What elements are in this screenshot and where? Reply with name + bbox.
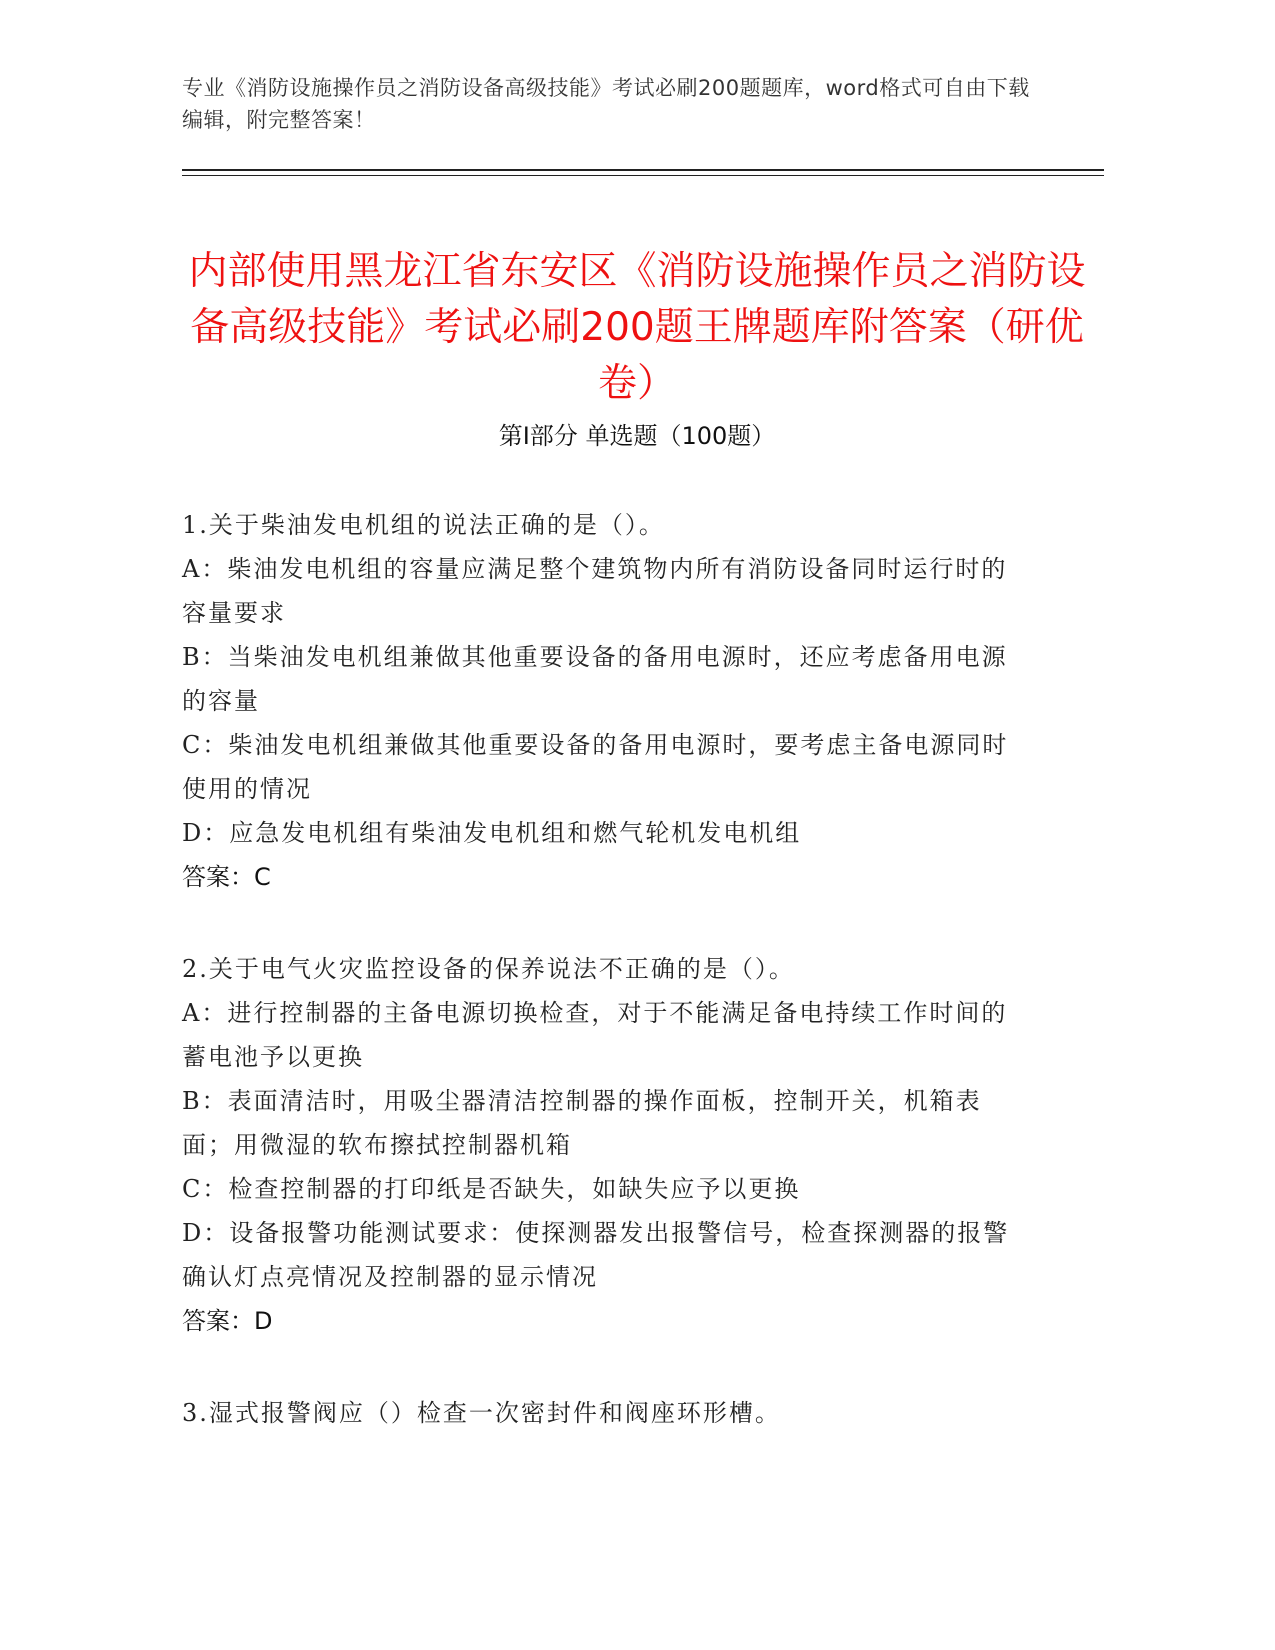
question-3 [182,1391,1032,1435]
header-divider-thin [182,175,1104,176]
document-title: 内部使用黑龙江省东安区《消防设施操作员之消防设备高级技能》考试必刷200题王牌题库附答案（研优卷） [188,249,1086,407]
answer: 答案：D [182,1307,273,1335]
question-2 [182,947,1032,1343]
question-1 [182,503,1032,899]
question-stem: 1.关于柴油发电机组的说法正确的是（）。 [182,511,665,539]
option-c: C：柴油发电机组兼做其他重要设备的备用电源时，要考虑主备电源同时使用的情况 [182,731,1009,803]
option-a: A：进行控制器的主备电源切换检查，对于不能满足备电持续工作时间的蓄电池予以更换 [182,999,1008,1071]
header-note: 专业《消防设施操作员之消防设备高级技能》考试必刷200题题库，word格式可自由下载编辑，附完整答案！ [182,76,1030,132]
answer: 答案：C [182,863,271,891]
question-list [182,503,1032,1483]
option-d: D：设备报警功能测试要求：使探测器发出报警信号，检查探测器的报警确认灯点亮情况及控制器的显示情况 [182,1219,1010,1291]
section-title: 第Ⅰ部分 单选题（100题） [498,422,776,450]
header-divider [182,169,1104,171]
option-a: A：柴油发电机组的容量应满足整个建筑物内所有消防设备同时运行时的容量要求 [182,555,1008,627]
option-b: B：表面清洁时，用吸尘器清洁控制器的操作面板，控制开关，机箱表面；用微湿的软布擦拭控制器机箱 [182,1087,982,1159]
option-c: C：检查控制器的打印纸是否缺失，如缺失应予以更换 [182,1175,801,1203]
question-stem: 2.关于电气火灾监控设备的保养说法不正确的是（）。 [182,955,795,983]
option-b: B：当柴油发电机组兼做其他重要设备的备用电源时，还应考虑备用电源的容量 [182,643,1008,715]
option-d: D：应急发电机组有柴油发电机组和燃气轮机发电机组 [182,819,802,847]
question-stem: 3.湿式报警阀应（）检查一次密封件和阀座环形槽。 [182,1399,781,1427]
